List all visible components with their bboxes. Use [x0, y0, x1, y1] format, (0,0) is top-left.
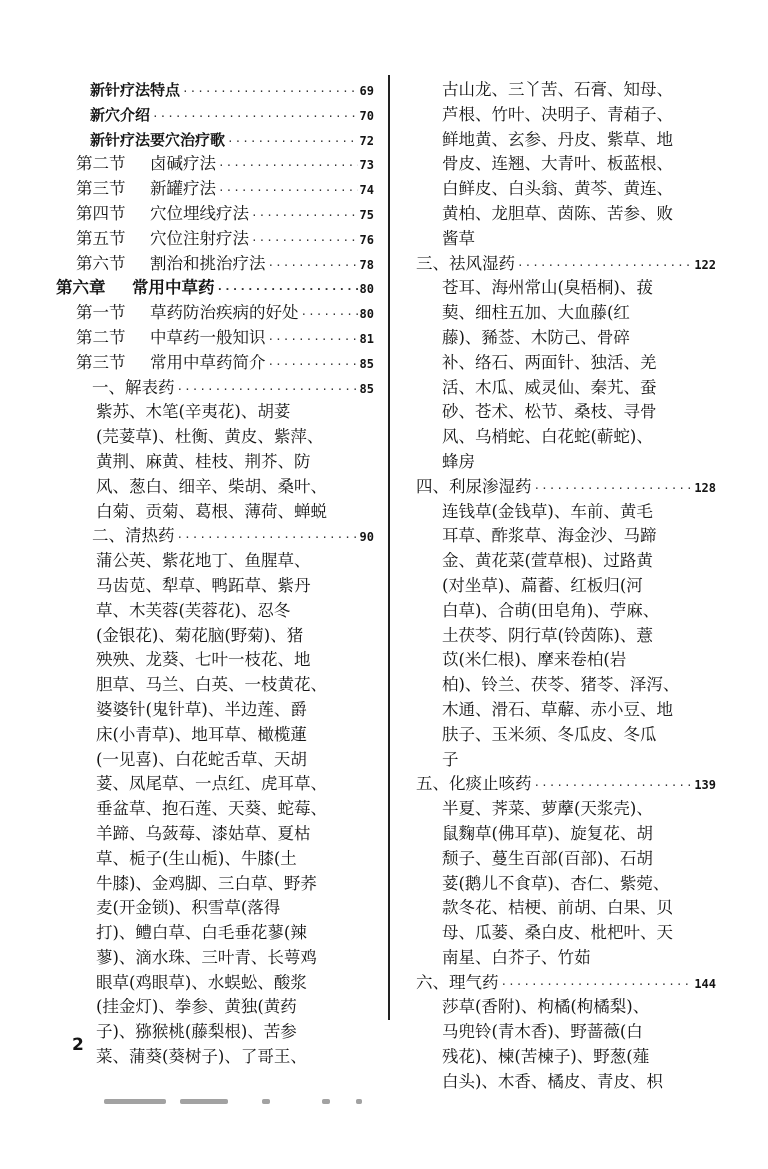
herb-line: 土茯苓、阴行草(铃茵陈)、薏 — [442, 625, 653, 645]
leader-dots — [177, 378, 358, 403]
herb-line: 苍耳、海州常山(臭梧桐)、菝 — [442, 278, 653, 298]
herb-line: (挂金灯)、拳参、黄独(黄药 — [96, 997, 297, 1017]
section-page: 81 — [359, 331, 374, 346]
category-page: 128 — [694, 480, 716, 495]
toc-section — [56, 152, 374, 177]
herb-line: 黄荆、麻黄、桂枝、荆芥、防 — [96, 451, 311, 471]
category-page: 139 — [694, 778, 716, 793]
toc-category — [416, 475, 716, 500]
herb-line: 子 — [442, 749, 459, 769]
herb-line: 金、黄花菜(萱草根)、过路黄 — [442, 551, 653, 571]
section-title: 常用中草药简介 — [150, 352, 266, 372]
herb-line: 马齿苋、犁草、鸭跖草、紫丹 — [96, 575, 311, 595]
toc-category — [416, 971, 716, 996]
herb-line: 婆婆针(鬼针草)、半边莲、爵 — [96, 699, 307, 719]
herb-list — [416, 797, 716, 971]
section-title: 穴位埋线疗法 — [150, 203, 249, 223]
section-page: 80 — [359, 307, 374, 322]
herb-line: 葜、细柱五加、大血藤(红 — [442, 303, 630, 323]
category-title: 二、清热药 — [92, 526, 175, 546]
toc-entry-title: 新针疗法要穴治疗歌 — [90, 130, 226, 149]
herb-list — [416, 500, 716, 773]
leader-dots — [218, 154, 358, 179]
section-title: 割治和挑治疗法 — [150, 253, 266, 273]
herb-line: 荽(鹅儿不食草)、杏仁、紫菀、 — [442, 873, 670, 893]
page-number: 2 — [72, 1035, 84, 1055]
category-page: 90 — [359, 530, 374, 545]
herb-line: 半夏、荠菜、萝藦(天浆壳)、 — [442, 799, 653, 819]
scan-smudge — [322, 1099, 330, 1104]
herb-list — [416, 276, 716, 474]
leader-dots — [301, 303, 358, 328]
toc-section — [56, 227, 374, 252]
herb-line: 古山龙、三丫苦、石膏、知母、 — [442, 80, 673, 99]
herb-list — [56, 549, 374, 1070]
herb-line: 苡(米仁根)、摩来卷柏(岩 — [442, 650, 627, 670]
herb-line: 活、木瓜、威灵仙、秦艽、蚕 — [442, 377, 657, 397]
herb-line: 垂盆草、抱石莲、天葵、蛇莓、 — [96, 799, 327, 819]
toc-category — [56, 524, 374, 549]
leader-dots — [268, 254, 358, 279]
herb-line: 南星、白芥子、竹茹 — [442, 947, 591, 967]
herb-line: 黄柏、龙胆草、茵陈、苦参、败 — [442, 203, 673, 223]
herb-list — [416, 995, 716, 1094]
leader-dots — [152, 105, 358, 130]
toc-entry — [56, 128, 374, 153]
leader-dots — [218, 179, 358, 204]
scan-smudge — [356, 1099, 362, 1104]
herb-line: 羊蹄、乌蔹莓、漆姑草、夏枯 — [96, 823, 311, 843]
herb-line: 砂、苍术、松节、桑枝、寻骨 — [442, 402, 657, 422]
leader-dots — [517, 254, 692, 279]
category-title: 四、利尿渗湿药 — [416, 476, 532, 496]
section-title: 穴位注射疗法 — [150, 228, 249, 248]
herb-line: 白菊、贡菊、葛根、薄荷、蝉蜕 — [96, 501, 327, 521]
herb-line: 殃殃、龙葵、七叶一枝花、地 — [96, 650, 311, 670]
chapter-page: 80 — [359, 282, 374, 297]
herb-line: 打)、鳢白草、白毛垂花蓼(辣 — [96, 923, 307, 943]
category-title: 六、理气药 — [416, 972, 499, 992]
section-page: 76 — [359, 232, 374, 247]
herb-line: 风、乌梢蛇、白花蛇(蕲蛇)、 — [442, 427, 653, 447]
leader-dots — [217, 278, 358, 303]
herb-line: (一见喜)、白花蛇舌草、天胡 — [96, 749, 307, 769]
herb-line: 紫苏、木笔(辛夷花)、胡荽 — [96, 402, 291, 422]
leader-dots — [227, 130, 358, 155]
leader-dots — [251, 229, 358, 254]
herb-line: 菜、蒲葵(葵树子)、了哥王、 — [96, 1047, 307, 1067]
herb-line: 颓子、蔓生百部(百部)、石胡 — [442, 848, 653, 868]
herb-line: 补、络石、两面针、独活、羌 — [442, 352, 657, 372]
left-column — [56, 78, 374, 1070]
toc-category — [416, 772, 716, 797]
herb-line: 子)、猕猴桃(藤梨根)、苦参 — [96, 1022, 297, 1042]
scan-smudge — [104, 1099, 166, 1104]
category-page: 85 — [359, 381, 374, 396]
herb-line: 草、木芙蓉(芙蓉花)、忍冬 — [96, 600, 291, 620]
toc-section — [56, 202, 374, 227]
herb-line: 连钱草(金钱草)、车前、黄毛 — [442, 501, 653, 521]
section-number: 第四节 — [76, 203, 126, 223]
category-page: 122 — [694, 257, 716, 272]
herb-line: 草、栀子(生山栀)、牛膝(土 — [96, 848, 297, 868]
category-page: 144 — [694, 976, 716, 991]
section-number: 第二节 — [76, 154, 126, 174]
toc-section — [56, 326, 374, 351]
herb-line: 母、瓜蒌、桑白皮、枇杷叶、天 — [442, 923, 673, 943]
section-number: 第二节 — [76, 327, 126, 347]
herb-line: 鼠麴草(佛耳草)、旋复花、胡 — [442, 823, 653, 843]
herb-list — [56, 400, 374, 524]
leader-dots — [251, 204, 358, 229]
toc-entry-page: 69 — [359, 84, 374, 98]
herb-line: 鲜地黄、玄参、丹皮、紫草、地 — [442, 129, 673, 149]
section-number: 第六节 — [76, 253, 126, 273]
herb-line: 残花)、楝(苦楝子)、野葱(薤 — [442, 1047, 650, 1067]
leader-dots — [268, 328, 358, 353]
herb-line: 白头)、木香、橘皮、青皮、枳 — [442, 1071, 663, 1091]
herb-line: 麦(开金锁)、积雪草(落得 — [96, 898, 281, 918]
section-page: 78 — [359, 257, 374, 272]
toc-category — [416, 252, 716, 277]
section-number: 第五节 — [76, 228, 126, 248]
herb-line: 耳草、酢浆草、海金沙、马蹄 — [442, 526, 657, 546]
right-column — [416, 78, 716, 1095]
herb-line: 白鲜皮、白头翁、黄芩、黄连、 — [442, 179, 673, 199]
scan-smudge — [180, 1099, 228, 1104]
toc-section — [56, 177, 374, 202]
section-number: 第三节 — [76, 179, 126, 199]
herb-line: 马兜铃(青木香)、野蔷薇(白 — [442, 1022, 643, 1042]
herb-line: 芦根、竹叶、决明子、青葙子、 — [442, 104, 673, 124]
toc-entry-title: 新针疗法特点 — [90, 81, 181, 99]
leader-dots — [534, 774, 693, 799]
leader-dots — [268, 353, 358, 378]
herb-list — [416, 78, 716, 252]
herb-line: 柏)、铃兰、茯苓、猪苓、泽泻、 — [442, 675, 680, 695]
herb-line: 蓼)、滴水珠、三叶青、长萼鸡 — [96, 947, 317, 967]
herb-line: 肤子、玉米须、冬瓜皮、冬瓜 — [442, 724, 657, 744]
herb-line: 蜂房 — [442, 451, 475, 471]
category-title: 一、解表药 — [92, 377, 175, 397]
herb-line: 眼草(鸡眼草)、水蜈蚣、酸浆 — [96, 972, 307, 992]
herb-line: 款冬花、桔梗、前胡、白果、贝 — [442, 898, 673, 918]
herb-line: (对坐草)、萹蓄、红板归(河 — [442, 575, 643, 595]
toc-entry-title: 新穴介绍 — [90, 105, 151, 124]
leader-dots — [534, 477, 693, 502]
herb-line: 蒲公英、紫花地丁、鱼腥草、 — [96, 551, 311, 571]
herb-line: 胆草、马兰、白英、一枝黄花、 — [96, 675, 327, 695]
section-title: 中草药一般知识 — [150, 327, 266, 347]
toc-chapter — [56, 276, 374, 301]
herb-line: 荽、凤尾草、一点红、虎耳草、 — [96, 774, 327, 794]
category-title: 五、化痰止咳药 — [416, 774, 532, 794]
section-title: 草药防治疾病的好处 — [150, 303, 299, 323]
herb-line: 白草)、合萌(田皂角)、苧麻、 — [442, 600, 660, 620]
herb-line: 风、葱白、细辛、柴胡、桑叶、 — [96, 476, 327, 496]
herb-line: 莎草(香附)、枸橘(枸橘梨)、 — [442, 997, 650, 1017]
leader-dots — [177, 526, 358, 551]
section-title: 卤碱疗法 — [150, 154, 216, 174]
toc-entry-page: 72 — [359, 133, 374, 148]
toc-entry — [56, 78, 374, 103]
herb-line: (芫荽草)、杜衡、黄皮、紫萍、 — [96, 427, 324, 447]
herb-line: 床(小青草)、地耳草、橄榄蓮 — [96, 724, 307, 744]
toc-section — [56, 301, 374, 326]
section-page: 73 — [359, 158, 374, 173]
leader-dots — [182, 80, 358, 105]
toc-entry — [56, 103, 374, 128]
toc-category — [56, 376, 374, 401]
herb-line: (金银花)、菊花脑(野菊)、猪 — [96, 625, 304, 645]
herb-line: 酱草 — [442, 228, 475, 248]
herb-line: 藤)、豨莶、木防己、骨碎 — [442, 327, 630, 347]
toc-entry-page: 70 — [359, 108, 374, 123]
section-page: 74 — [359, 183, 374, 198]
herb-line: 牛膝)、金鸡脚、三白草、野荞 — [96, 873, 317, 893]
toc-section — [56, 351, 374, 376]
column-divider — [388, 75, 390, 1020]
section-number: 第一节 — [76, 303, 126, 323]
section-number: 第三节 — [76, 352, 126, 372]
toc-section — [56, 252, 374, 277]
leader-dots — [501, 973, 693, 998]
herb-line: 骨皮、连翘、大青叶、板蓝根、 — [442, 154, 673, 174]
section-page: 75 — [359, 207, 374, 222]
section-page: 85 — [359, 356, 374, 371]
section-title: 新罐疗法 — [150, 179, 216, 199]
herb-line: 木通、滑石、草薢、赤小豆、地 — [442, 699, 673, 719]
category-title: 三、祛风湿药 — [416, 253, 515, 273]
chapter-title: 常用中草药 — [132, 278, 215, 298]
scan-smudge — [262, 1099, 270, 1104]
chapter-number: 第六章 — [56, 278, 106, 298]
